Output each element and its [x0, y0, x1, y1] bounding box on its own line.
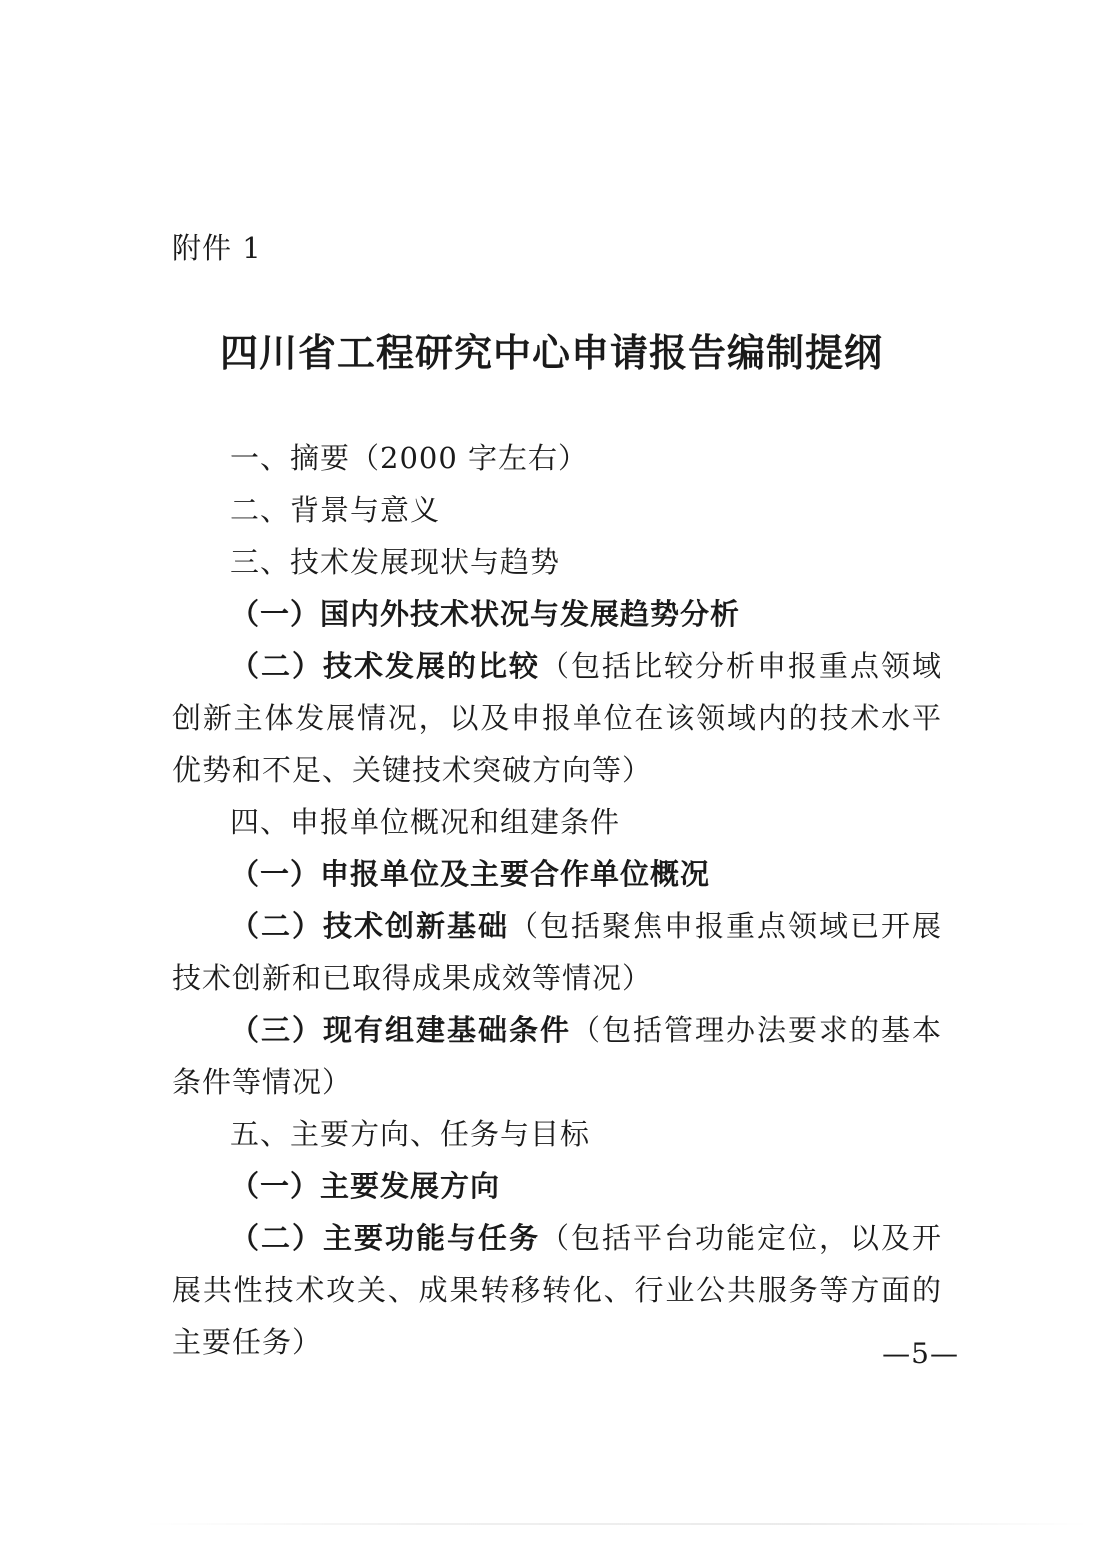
outline-item — [172, 432, 942, 484]
outline-item-heading: （二）技术发展的比较 — [230, 649, 540, 683]
outline-item-text: （包括管理办法要求的基本条件等情况） — [172, 1013, 942, 1099]
outline-item-text: 五、主要方向、任务与目标 — [230, 1117, 591, 1151]
outline-item-heading: （一）主要发展方向 — [230, 1169, 501, 1203]
outline-item-heading: （二）主要功能与任务 — [230, 1221, 540, 1255]
outline-item — [172, 796, 942, 848]
outline-item — [172, 640, 942, 796]
page-number: —5— — [882, 1337, 959, 1370]
outline-body — [172, 432, 942, 1368]
outline-item — [172, 1108, 942, 1160]
outline-item — [172, 1160, 942, 1212]
outline-item — [172, 536, 942, 588]
document-title: 四川省工程研究中心申请报告编制提纲 — [219, 330, 883, 375]
outline-item — [172, 1212, 942, 1368]
outline-item — [172, 900, 942, 1004]
outline-item — [172, 588, 942, 640]
outline-item-text: 一、摘要（2000 字左右） — [230, 441, 589, 475]
outline-item-heading: （三）现有组建基础条件 — [230, 1013, 571, 1047]
outline-item-text: 二、背景与意义 — [230, 493, 441, 527]
outline-item-text: （包括比较分析申报重点领域创新主体发展情况，以及申报单位在该领域内的技术水平优势和不足、关键技术突破方向等） — [172, 649, 942, 787]
outline-item-heading: （一）国内外技术状况与发展趋势分析 — [230, 597, 741, 631]
outline-item-text: （包括平台功能定位，以及开展共性技术攻关、成果转移转化、行业公共服务等方面的主要任务） — [172, 1221, 942, 1359]
outline-item-text: 三、技术发展现状与趋势 — [230, 545, 561, 579]
outline-item-text: 四、申报单位概况和组建条件 — [230, 805, 621, 839]
outline-item — [172, 1004, 942, 1108]
outline-item-heading: （二）技术创新基础 — [230, 909, 509, 943]
outline-item-heading: （一）申报单位及主要合作单位概况 — [230, 857, 711, 891]
outline-item-text: （包括聚焦申报重点领域已开展技术创新和已取得成果成效等情况） — [172, 909, 942, 995]
outline-item — [172, 484, 942, 536]
outline-item — [172, 848, 942, 900]
attachment-label: 附件 1 — [172, 231, 262, 265]
scan-edge-divider — [140, 1523, 1090, 1525]
